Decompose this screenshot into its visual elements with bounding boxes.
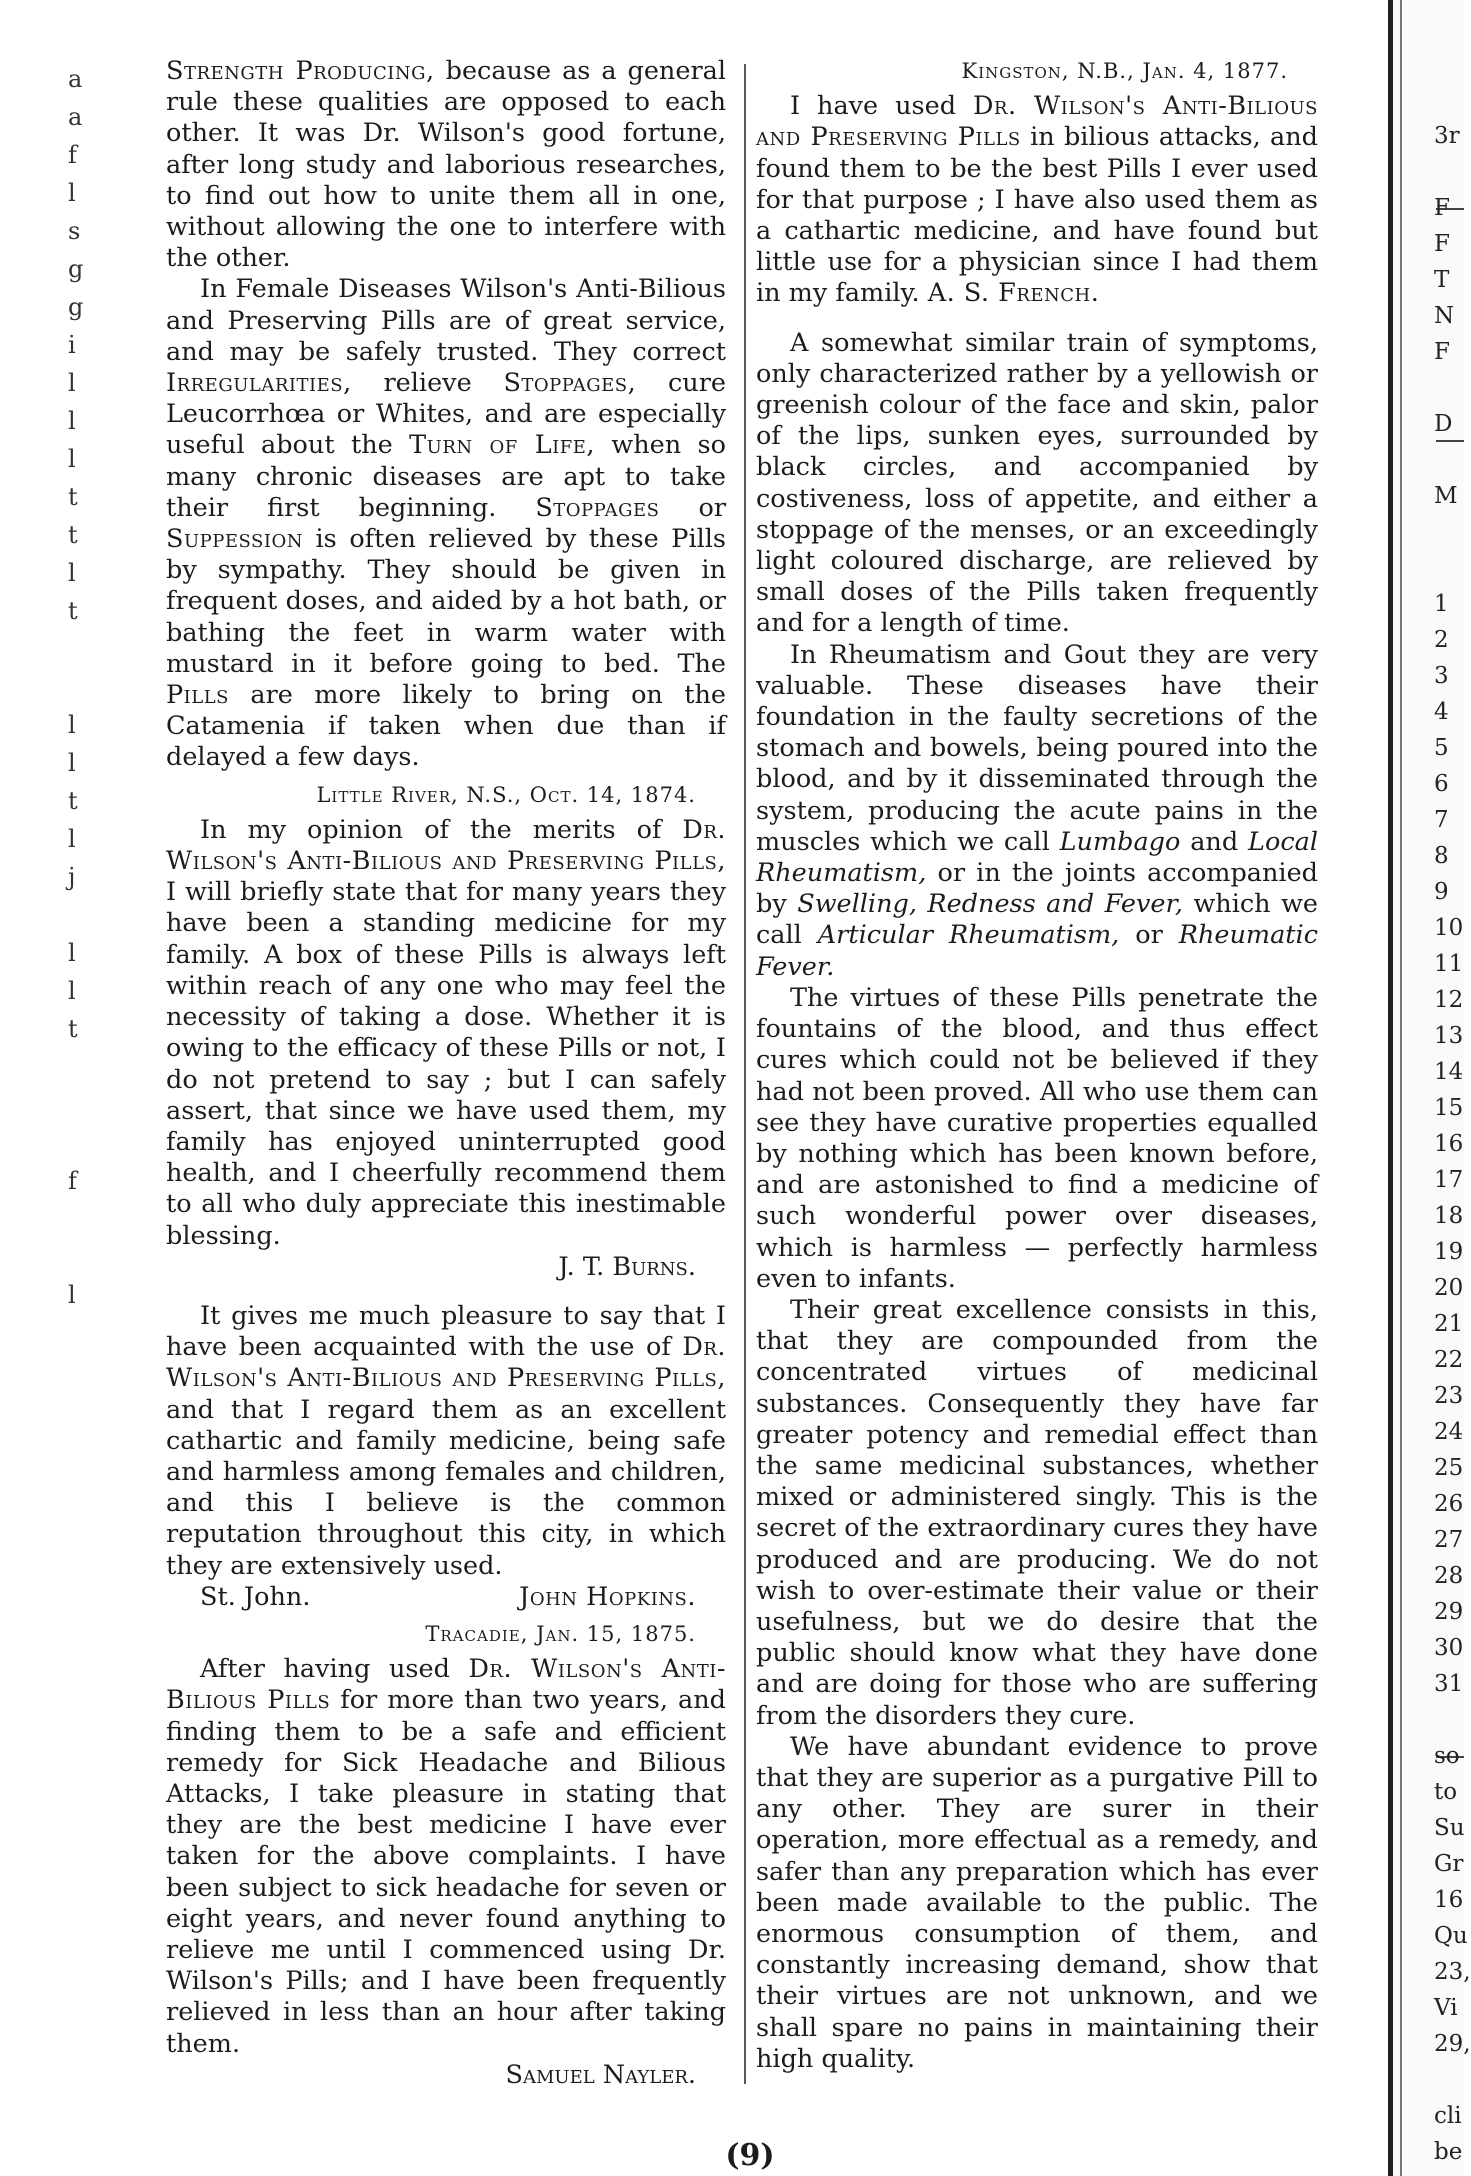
- edge-fragment: 26: [1434, 1491, 1464, 1517]
- edge-fragment: so: [1434, 1743, 1460, 1769]
- edge-fragment: 25: [1434, 1455, 1464, 1481]
- right-column: [756, 56, 1318, 2075]
- edge-fragment: 2: [1434, 627, 1449, 653]
- margin-letter: [68, 896, 98, 934]
- dateline: Tracadie, Jan. 15, 1875.: [425, 1621, 696, 1646]
- edge-fragment: 1: [1434, 591, 1449, 617]
- edge-fragment: 8: [1434, 843, 1449, 869]
- margin-letter: g: [68, 293, 84, 321]
- margin-letter: f: [68, 1167, 77, 1195]
- edge-fragment: Vi: [1434, 1995, 1458, 2021]
- edge-fragment: 17: [1434, 1167, 1464, 1193]
- paragraph: In Rheumatism and Gout they are very valuable. These diseases have their foundation in the faulty secretions of the stomach and bowels, being poured into the blood, and by it disseminated through the system, producing the acute pains in the muscles which we call Lumbago and Local Rheumatism, or in the joints accompanied by Swelling, Redness and Fever, which we call Articular Rheumatism, or Rheumatic Fever.: [756, 639, 1318, 982]
- margin-letter: g: [68, 255, 84, 283]
- edge-fragment: 31: [1434, 1671, 1464, 1697]
- edge-fragment: 12: [1434, 987, 1464, 1013]
- edge-fragment: 27: [1434, 1527, 1464, 1553]
- edge-fragment: F: [1434, 195, 1450, 221]
- margin-letter: l: [68, 977, 76, 1005]
- column-rule: [744, 64, 746, 2084]
- margin-letter: l: [68, 407, 76, 435]
- signature: John Hopkins.: [519, 1581, 696, 1612]
- testimonial-paragraph: In my opinion of the merits of Dr. Wilson's Anti-Bilious and Preserving Pills, I will briefly state that for many years they have been a standing medicine for my family. A box of these Pills is always left within reach of any one who may feel the necessity of taking a dose. Whether it is owing to the efficacy of these Pills or not, I do not pretend to say ; but I can safely assert, that since we have used them, my family has enjoyed uninterrupted good health, and I cheerfully recommend them to all who duly appreciate this inestimable blessing.: [166, 814, 726, 1251]
- edge-fragment: [1434, 442, 1464, 478]
- left-column: [166, 56, 726, 2091]
- paragraph: We have abundant evidence to prove that they are superior as a purgative Pill to any other. They are surer in their operation, more effectual as a remedy, and safer than any preparation which has ever been made available to the public. The enormous consumption of them, and constantly increasing demand, show that their virtues are not unknown, and we shall spare no pains in maintaining their high quality.: [756, 1731, 1318, 2074]
- paragraph-text: because as a general rule these qualities are opposed to each other. It was Dr. Wilson's good fortune, after long study and laborious researches, to find out how to unite them all in one, without allowing the one to interfere with the other.: [166, 56, 726, 274]
- page-edge-rule: [1388, 0, 1393, 2176]
- margin-letter: l: [68, 749, 76, 777]
- edge-fragment: 3: [1434, 663, 1449, 689]
- edge-fragment: 5: [1434, 735, 1449, 761]
- margin-letter: i: [68, 331, 76, 359]
- margin-letter: l: [68, 939, 76, 967]
- edge-fragment: 11: [1434, 951, 1464, 977]
- margin-letter: s: [68, 217, 81, 245]
- margin-letter: [68, 668, 98, 706]
- margin-letter: [68, 1048, 98, 1086]
- dateline: Little River, N.S., Oct. 14, 1874.: [316, 782, 696, 807]
- signature: A. S. French.: [927, 278, 1100, 309]
- edge-fragment: 7: [1434, 807, 1449, 833]
- margin-letter: t: [68, 597, 78, 625]
- edge-fragment: 3r: [1434, 123, 1460, 149]
- edge-fragment: Su: [1434, 1815, 1465, 1841]
- margin-letter: t: [68, 1015, 78, 1043]
- adjacent-page-fragment: [1434, 118, 1471, 2170]
- margin-letter: [68, 1238, 98, 1276]
- margin-letter: [68, 630, 98, 668]
- edge-fragment: [1434, 550, 1464, 586]
- edge-fragment: 14: [1434, 1059, 1464, 1085]
- edge-fragment: N: [1434, 303, 1455, 329]
- paragraph: [166, 56, 726, 274]
- edge-fragment: 6: [1434, 771, 1449, 797]
- edge-fragment: [1434, 370, 1464, 406]
- margin-letter: [68, 1124, 98, 1162]
- paragraph: A somewhat similar train of symptoms, only characterized rather by a yellowish or greenish colour of the face and skin, palor of the lips, sunken eyes, surrounded by black circles, and accompanied by costiveness, loss of appetite, and either a stoppage of the menses, or an exceedingly light coloured discharge, are relieved by small doses of the Pills taken frequently and for a length of time.: [756, 327, 1318, 639]
- margin-letter: t: [68, 521, 78, 549]
- page-edge-rule: [1400, 0, 1402, 2176]
- edge-fragment: 21: [1434, 1311, 1464, 1337]
- signature-row: [166, 1582, 726, 1613]
- edge-fragment: 29: [1434, 1599, 1464, 1625]
- edge-fragment: to: [1434, 1779, 1458, 1805]
- edge-fragment: [1434, 2062, 1464, 2098]
- edge-fragment: 16: [1434, 1131, 1464, 1157]
- edge-fragment: 10: [1434, 915, 1464, 941]
- edge-fragment: [1434, 154, 1464, 190]
- margin-letter: t: [68, 483, 78, 511]
- paragraph: The virtues of these Pills penetrate the fountains of the blood, and thus effect cures which could not be believed if they had not been proved. All who use them can see they have curative properties equalled by nothing which has been known before, and are astonished to find a medicine of such wonderful power over diseases, which is harmless — perfectly harmless even to infants.: [756, 982, 1318, 1294]
- edge-fragment: 30: [1434, 1635, 1464, 1661]
- margin-letter: a: [68, 103, 83, 131]
- edge-fragment: Qu: [1434, 1923, 1468, 1949]
- edge-fragment: 13: [1434, 1023, 1464, 1049]
- margin-letter: t: [68, 787, 78, 815]
- paragraph: Their great excellence consists in this, that they are compounded from the concentrated virtues of medicinal substances. Consequently they have far greater potency and remedial effect than the same medicinal substances, whether mixed or administered singly. This is the secret of the extraordinary cures they have produced and are producing. We do not wish to over-estimate their value or their usefulness, but we do desire that the public should know what they have done and are doing for those who are suffering from the disorders they cure.: [756, 1294, 1318, 1731]
- left-margin-fragment: [68, 60, 98, 1314]
- edge-fragment: cli: [1434, 2103, 1462, 2129]
- testimonial-paragraph: I have used Dr. Wilson's Anti-Bilious and Preserving Pills in bilious attacks, and found them to be the best Pills I ever used for that purpose ; I have also used them as a cathartic medicine, and have found but little use for a physician since I had them in my family. A. S. French.: [756, 91, 1318, 309]
- edge-fragment: 19: [1434, 1239, 1464, 1265]
- edge-fragment: 4: [1434, 699, 1449, 725]
- signature: Samuel Nayler.: [505, 2059, 696, 2090]
- margin-letter: l: [68, 711, 76, 739]
- paragraph: In Female Diseases Wilson's Anti-Bilious and Preserving Pills are of great service, and may be safely trusted. They correct Irregularities, relieve Stoppages, cure Leucorrhœa or Whites, and are especially useful about the Turn of Life, when so many chronic diseases are apt to take their first beginning. Stoppages or Suppession is often relieved by these Pills by sympathy. They should be given in frequent doses, and aided by a hot bath, or bathing the feet in warm water with mustard in it before going to bed. The Pills are more likely to bring on the Catamenia if taken when due than if delayed a few days.: [166, 274, 727, 773]
- edge-fragment: 18: [1434, 1203, 1464, 1229]
- margin-letter: l: [68, 825, 76, 853]
- edge-fragment: 24: [1434, 1419, 1464, 1445]
- margin-letter: f: [68, 141, 77, 169]
- margin-letter: l: [68, 445, 76, 473]
- edge-fragment: F: [1434, 339, 1450, 365]
- margin-letter: l: [68, 179, 76, 207]
- margin-letter: l: [68, 1281, 76, 1309]
- edge-fragment: T: [1434, 267, 1450, 293]
- edge-fragment: M: [1434, 483, 1458, 509]
- small-caps-text: Strength Producing,: [166, 56, 435, 86]
- edge-fragment: Gr: [1434, 1851, 1464, 1877]
- edge-fragment: 9: [1434, 879, 1449, 905]
- edge-fragment: 28: [1434, 1563, 1464, 1589]
- edge-fragment: 20: [1434, 1275, 1464, 1301]
- edge-fragment: 22: [1434, 1347, 1464, 1373]
- edge-fragment: 23: [1434, 1383, 1464, 1409]
- edge-fragment: 29,: [1434, 2031, 1471, 2057]
- margin-letter: l: [68, 559, 76, 587]
- testimonial-paragraph: After having used Dr. Wilson's Anti-Bilious Pills for more than two years, and finding them to be a safe and efficient remedy for Sick Headache and Bilious Attacks, I take pleasure in stating that they are the best medicine I have ever taken for the above complaints. I have been subject to sick headache for seven or eight years, and never found anything to relieve me until I commenced using Dr. Wilson's Pills; and I have been frequently relieved in less than an hour after taking them.: [166, 1654, 727, 2059]
- margin-letter: a: [68, 65, 83, 93]
- signature: J. T. Burns.: [558, 1251, 696, 1282]
- testimonial-paragraph: It gives me much pleasure to say that I have been acquainted with the use of Dr. Wilson's Anti-Bilious and Preserving Pills, and that I regard them as an excellent cathartic and family medicine, being safe and harmless among females and children, and this I believe is the common reputation throughout this city, in which they are extensively used.: [166, 1300, 726, 1581]
- edge-fragment: D: [1434, 411, 1453, 437]
- edge-fragment: 15: [1434, 1095, 1464, 1121]
- margin-letter: l: [68, 369, 76, 397]
- edge-fragment: 23,: [1434, 1959, 1471, 1985]
- edge-fragment: [1434, 1702, 1464, 1738]
- edge-fragment: 16: [1434, 1887, 1464, 1913]
- edge-fragment: be: [1434, 2139, 1463, 2165]
- edge-fragment: F: [1434, 231, 1450, 257]
- margin-letter: [68, 1200, 98, 1238]
- signature-place: St. John.: [200, 1581, 311, 1612]
- margin-letter: j: [68, 863, 76, 891]
- edge-fragment: [1434, 514, 1464, 550]
- margin-letter: [68, 1086, 98, 1124]
- dateline: Kingston, N.B., Jan. 4, 1877.: [961, 59, 1288, 83]
- page-number: (9): [725, 2138, 775, 2173]
